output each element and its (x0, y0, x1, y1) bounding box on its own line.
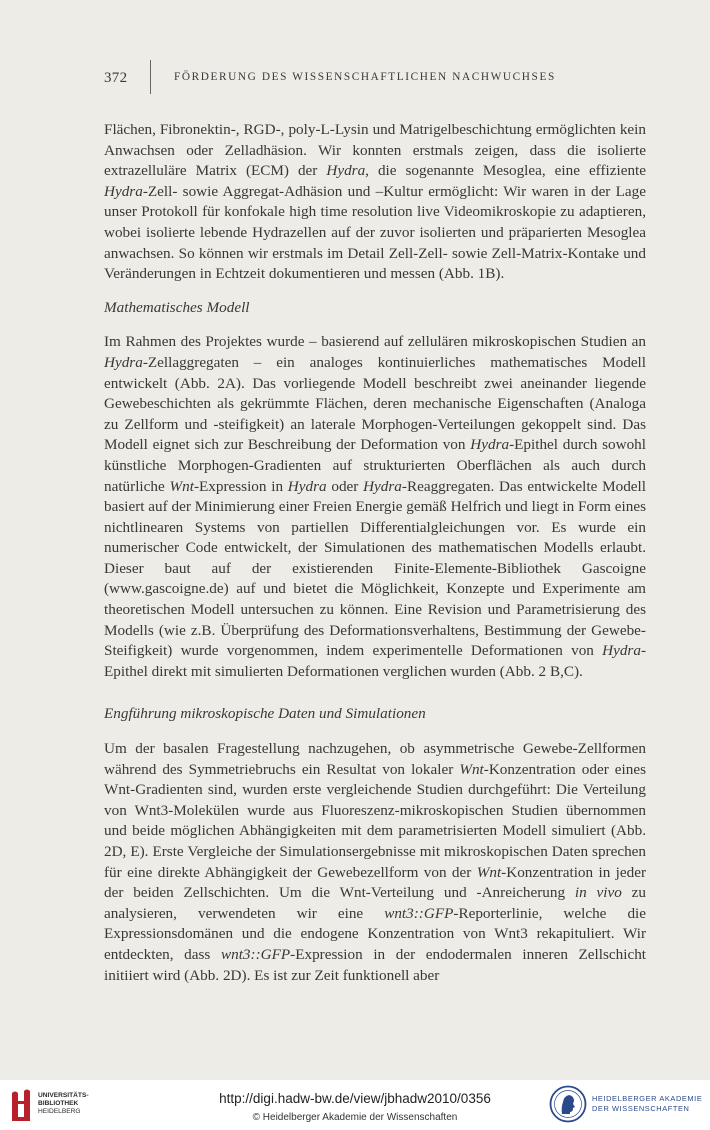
italic-term: Wnt (169, 477, 194, 495)
italic-term: Hydra (470, 436, 510, 454)
ub-line: HEIDELBERG (38, 1108, 81, 1115)
italic-term: Hydra (287, 477, 327, 495)
text-run: -Expression in der endodermalen inneren Zellschicht initiiert wird (Abb. 2D). Es ist zur Zeit funktionell aber (104, 945, 647, 984)
running-title: FÖRDERUNG DES WISSENSCHAFTLICHEN NACHWUCHSES (174, 71, 556, 83)
italic-term: Wnt (459, 760, 484, 778)
paragraph (104, 332, 646, 682)
italic-term: Hydra (104, 182, 143, 200)
paragraph (104, 120, 646, 285)
italic-term: Wnt (476, 863, 502, 881)
italic-term: Hydra (104, 353, 143, 371)
text-run: -Zellaggregaten – ein analoges kontinuierliches mathematisches Modell entwickelt (Abb. 2A). Das vorliegende Modell beschreibt zwei aneinander liegende Gewebeschichten als gekrümmte Flächen, deren mechanische Eigenschaften (Analoga zu Zellform und -steifigkeit) an laterale Morphogen-Verteilungen gekoppelt sind. Das Modell eignet sich zur Beschreibung der Deformation von (104, 353, 646, 454)
text-run: -Epithel direkt mit simulierten Deformationen verglichen wurden (Abb. 2 B,C). (104, 642, 646, 680)
text-run: -Reaggregaten. Das entwickelte Modell basiert auf der Minimierung einer Freien Energie gemäß Helfrich und liegt in Form eines nichtlinearen Systems von partiellen Differentialgleichungen vor. Es wurde ein numerischer Code entwickelt, der Simulationen des mathematischen Modells erlaubt. Dieser baut auf der existierenden Finite-Elemente-Bibliothek Gascoigne (www.gascoigne.de) auf und bietet die Möglichkeit, Konzepte und Experimente am theoretischen Modell untersuchen zu können. Eine Revision und Parametrisierung des Modells (wie z.B. Überprüfung des Deformationsverhaltens, Bestimmung der Gewebe-Steifigkeit) wurde vorgenommen, indem experimentelle Deformationen von (104, 477, 646, 660)
text-run: -Expression in (193, 477, 288, 495)
text-run: oder (326, 477, 364, 495)
hadw-seal-icon (549, 1085, 587, 1123)
page-number: 372 (104, 70, 128, 86)
hadw-line: HEIDELBERGER AKADEMIE (592, 1094, 703, 1103)
text-run: -Reporterlinie, welche die Expressionsdomänen und die endogene Konzentration von Wnt3 rekapituliert. Wir entdeckten, dass (104, 904, 646, 963)
footer-bar (0, 1080, 710, 1130)
text-run: -Epithel durch sowohl künstliche Morphogen-Gradienten auf strukturierten Oberflächen als auch durch natürliche (104, 436, 646, 495)
italic-term: in vivo (574, 884, 622, 902)
paragraph (104, 739, 646, 986)
section-heading: Mathematisches Modell (104, 298, 250, 316)
body-text (104, 120, 646, 986)
hadw-wordmark (592, 1094, 702, 1113)
text-run: Flächen, Fibronektin-, RGD-, poly-L-Lysin und Matrigelbeschichtung ermöglichten kein Anwachsen oder Zelladhäsion. Wir konnten erstmals zeigen, dass die isolierte extrazelluläre Matrix (ECM) der (104, 121, 646, 180)
text-run: -Konzentration oder eines Wnt-Gradienten sind, wurden erste vergleichende Studien durchgeführt: Die Verteilung von Wnt3-Molekülen wurde aus Fluoreszenz-mikroskopischen Studien übernommen und beide möglichen Abhängigkeiten mit dem parametrisierten Modell simuliert (Abb. 2D, E). Erste Vergleiche der Simulationsergebnisse mit mikroskopischen Daten sprechen für eine direkte Abhängigkeit der Gewebezellform von der (104, 760, 647, 881)
header-divider (150, 60, 151, 94)
text-run: -Zell- sowie Aggregat-Adhäsion und –Kultur ermöglicht: Wir waren in der Lage unser Protokoll für konfokale high time resolution live Videomikroskopie zu adaptieren, wobei isolierte lebende Hydrazellen auf der zuvor isolierten und präparierten Mesoglea anwachsen. So können wir erstmals im Detail Zell-Zell- sowie Zell-Matrix-Kontake und Veränderungen in Echtzeit dokumentieren und messen (Abb. 1B). (104, 182, 646, 283)
text-run: Um der basalen Fragestellung nachzugehen, ob asymmetrische Gewebe-Zellformen während des Symmetriebruchs ein Resultat von lokaler (104, 740, 646, 778)
text-run: Im Rahmen des Projektes wurde – basierend auf zellulären mikroskopischen Studien an (104, 333, 646, 351)
hadw-line: DER WISSENSCHAFTEN (592, 1103, 690, 1113)
italic-term: Hydra (326, 162, 366, 180)
text-run: -Konzentration in jeder der beiden Zellschichten. Um die Wnt-Verteilung und -Anreicherung (104, 863, 647, 902)
italic-term: wnt3::GFP (384, 904, 454, 922)
ub-line: BIBLIOTHEK (38, 1100, 79, 1107)
text-run: zu analysieren, verwendeten wir eine (104, 884, 646, 922)
italic-term: Hydra (602, 642, 641, 660)
text-run: , die sogenannte Mesoglea, eine effiziente (365, 162, 646, 180)
copyright-notice: © Heidelberger Akademie der Wissenschaften (252, 1112, 458, 1123)
permalink-url[interactable]: http://digi.hadw-bw.de/view/jbhadw2010/0356 (219, 1091, 491, 1106)
italic-term: wnt3::GFP (220, 945, 291, 963)
italic-term: Hydra (363, 477, 402, 495)
page-header (104, 70, 650, 92)
section-heading: Engführung mikroskopische Daten und Simulationen (104, 705, 426, 723)
ub-line: UNIVERSITÄTS- (38, 1092, 89, 1099)
